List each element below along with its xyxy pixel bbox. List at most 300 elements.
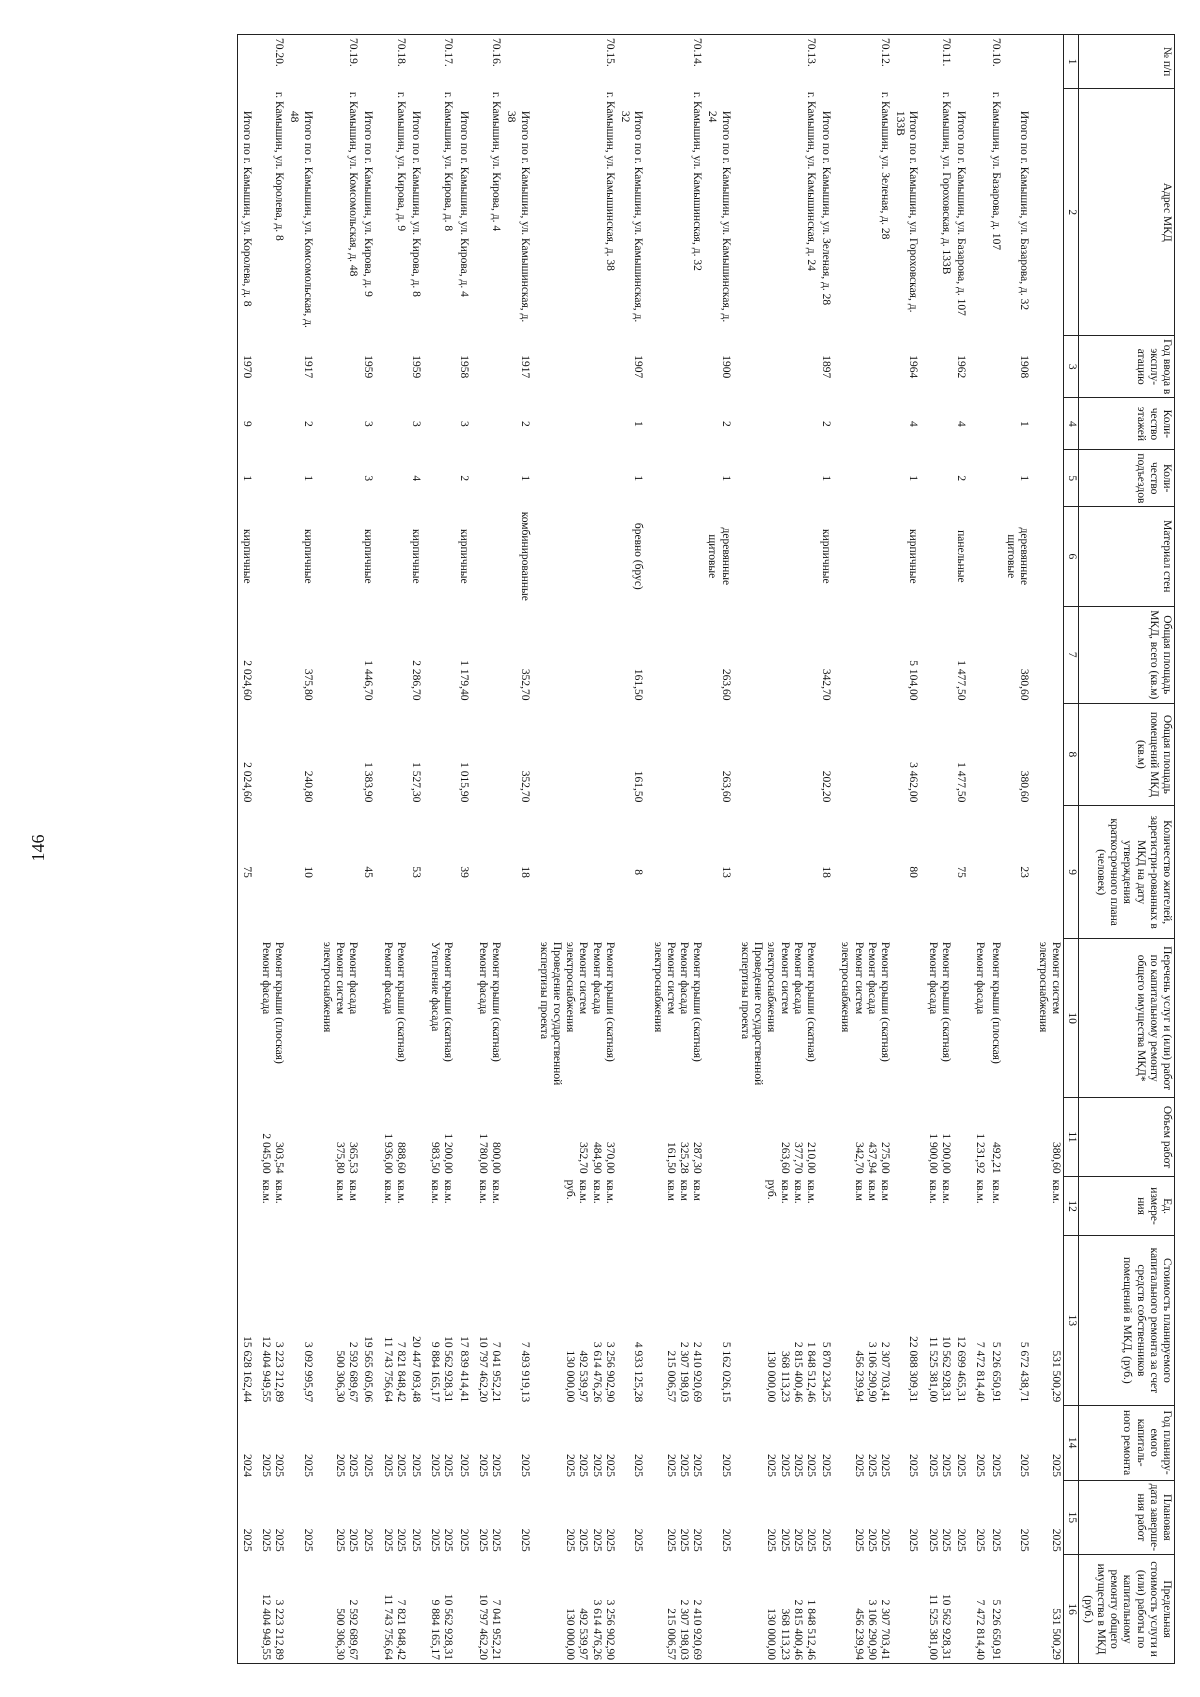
cell-col-10 bbox=[408, 939, 427, 1097]
cell-line: 12 404 949,55 bbox=[259, 1593, 272, 1660]
cell-col-13: 12 699 465,31 bbox=[955, 1336, 968, 1403]
total-row bbox=[617, 35, 649, 1664]
cell-line: 2 815 400,46 bbox=[791, 1599, 804, 1660]
cell-col-10 bbox=[987, 939, 1002, 1097]
cell-col-16 bbox=[475, 1555, 503, 1664]
cell-col-15 bbox=[258, 1480, 286, 1555]
cell-line: 380,60 bbox=[1050, 1142, 1063, 1174]
cell-line: 7 472 814,40 bbox=[974, 1341, 987, 1403]
cell-line: Ремонт фасада bbox=[926, 941, 939, 1015]
cell-col-16 bbox=[456, 1555, 475, 1664]
cell-line: 2025 bbox=[791, 1528, 804, 1552]
cell-col-14: 2025 bbox=[907, 1454, 920, 1477]
cell-col-11 bbox=[818, 1097, 837, 1176]
cell-col-9: 80 bbox=[907, 866, 920, 878]
cell-line: 2025 bbox=[476, 1528, 489, 1552]
cell-col-6 bbox=[319, 507, 361, 607]
cell-col-14: 2025 bbox=[719, 1454, 732, 1477]
column-number-2: 2 bbox=[1064, 89, 1079, 336]
cell-col-11 bbox=[892, 1097, 924, 1176]
cell-line: Ремонт фасада bbox=[590, 941, 603, 1015]
cell-col-7 bbox=[737, 606, 818, 703]
cell-col-16 bbox=[258, 1555, 286, 1664]
cell-col-4: 1 bbox=[1018, 421, 1031, 427]
cell-col-4 bbox=[258, 398, 286, 450]
cell-line: 2025 bbox=[664, 1528, 677, 1552]
cell-line: 3 614 476,26 bbox=[590, 1341, 603, 1403]
cell-col-12 bbox=[925, 1177, 953, 1236]
cell-col-2: Итого по г. Камышин, ул. Камышинская, д. 32 bbox=[619, 110, 645, 323]
cell-line: 3 256 902,90 bbox=[603, 1341, 616, 1403]
cell-col-10 bbox=[617, 939, 649, 1097]
total-row bbox=[892, 35, 924, 1664]
cell-line: Ремонт систем электроснабжения bbox=[839, 941, 865, 1033]
cell-col-7 bbox=[987, 606, 1002, 703]
cell-col-16 bbox=[379, 1555, 407, 1664]
cell-col-8: 263,60 bbox=[719, 770, 732, 803]
cell-col-5 bbox=[649, 450, 704, 507]
cell-col-9 bbox=[319, 805, 361, 939]
cell-col-15: 2025 bbox=[362, 1528, 375, 1552]
cell-col-8 bbox=[258, 703, 286, 805]
cell-line: Ремонт фасада bbox=[259, 941, 272, 1015]
table-row bbox=[379, 35, 407, 1664]
cell-col-11 bbox=[503, 1097, 535, 1176]
cell-col-2: Итого по г. Камышин, ул. Королева, д. 8 bbox=[238, 89, 258, 336]
cell-col-3: 1970 bbox=[238, 336, 258, 398]
cell-line: 10 797 462,20 bbox=[476, 1593, 489, 1660]
cell-col-3 bbox=[319, 336, 361, 398]
cell-col-2: Итого по г. Камышин, ул. Кирова, д. 4 bbox=[457, 110, 470, 297]
cell-col-14: 2025 bbox=[362, 1454, 375, 1477]
cell-line: Ремонт крыши (скатная) bbox=[804, 941, 817, 1062]
cell-col-12 bbox=[408, 1177, 427, 1236]
cell-col-7: 375,80 bbox=[301, 668, 314, 701]
cell-col-9 bbox=[925, 805, 953, 939]
cell-col-4: 3 bbox=[457, 421, 470, 427]
column-header-8: Общая площадь помещений МКД (кв.м) bbox=[1079, 703, 1175, 805]
cell-line: Утепление фасада bbox=[429, 941, 442, 1032]
cell-line: 2025 bbox=[347, 1528, 360, 1552]
cell-col-12 bbox=[258, 1177, 286, 1236]
cell-col-12 bbox=[536, 1177, 617, 1236]
cell-col-1 bbox=[617, 35, 649, 89]
cell-col-14 bbox=[1035, 1405, 1064, 1480]
cell-line: 1 848 512,46 bbox=[804, 1341, 817, 1403]
cell-col-7: 5 104,00 bbox=[907, 660, 920, 701]
cell-line: 3 223 212,89 bbox=[273, 1599, 286, 1660]
cell-col-3: 1964 bbox=[907, 355, 920, 379]
cell-col-1: 70.15. bbox=[536, 35, 617, 89]
cell-line: Ремонт фасада bbox=[791, 941, 804, 1015]
cell-col-15: 2025 bbox=[518, 1528, 531, 1552]
cell-line: 531 500,29 bbox=[1050, 1608, 1063, 1660]
cell-col-2: Итого по г. Камышин, ул. Гороховская, д. 133В bbox=[894, 110, 920, 313]
cell-line: 9 884 165,17 bbox=[429, 1341, 442, 1403]
cell-line: Проведение государственной экспертизы проекта bbox=[738, 941, 765, 1086]
cell-col-15 bbox=[475, 1480, 503, 1555]
cell-line: Ремонт крыши (плоская) bbox=[273, 941, 286, 1064]
cell-col-6 bbox=[379, 507, 407, 607]
cell-col-13 bbox=[1035, 1236, 1064, 1406]
cell-line: 7 041 952,21 bbox=[490, 1341, 503, 1403]
column-number-1: 1 bbox=[1064, 35, 1079, 89]
cell-col-9 bbox=[837, 805, 892, 939]
table-row bbox=[319, 35, 361, 1664]
cell-col-2: г. Камышин, ул. Комсомольская, д. 48 bbox=[347, 91, 360, 277]
cell-line: 1 936,00 bbox=[381, 1133, 394, 1174]
cell-col-2: г. Камышин, ул. Базарова, д. 107 bbox=[989, 91, 1002, 251]
cell-line: 2025 bbox=[989, 1454, 1002, 1477]
cell-col-1: 70.16. bbox=[475, 35, 503, 89]
cell-line: 2025 bbox=[678, 1454, 690, 1477]
cell-line: 12 404 949,55 bbox=[259, 1336, 272, 1403]
cell-line: 2025 bbox=[926, 1454, 939, 1477]
cell-col-11 bbox=[617, 1097, 649, 1176]
cell-line: 2025 bbox=[852, 1528, 865, 1552]
cell-line: 2025 bbox=[564, 1528, 577, 1552]
total-row bbox=[953, 35, 972, 1664]
cell-col-6 bbox=[427, 507, 455, 607]
cell-col-14: 2025 bbox=[632, 1454, 645, 1477]
cell-col-8: 202,20 bbox=[820, 770, 833, 803]
cell-col-4: 4 bbox=[955, 421, 968, 427]
cell-line: кв.м bbox=[347, 1179, 360, 1201]
cell-col-15 bbox=[379, 1480, 407, 1555]
cell-line: 3 106 290,90 bbox=[865, 1341, 878, 1403]
cell-line: 2 307 703,41 bbox=[879, 1341, 892, 1403]
cell-line: 2 815 400,46 bbox=[791, 1341, 804, 1403]
cell-col-6 bbox=[649, 507, 704, 607]
cell-line: кв.м bbox=[879, 1179, 892, 1201]
column-number-16: 16 bbox=[1064, 1555, 1079, 1664]
cell-col-16 bbox=[1035, 1555, 1064, 1664]
cell-col-6: кирпичные bbox=[301, 529, 314, 584]
cell-line: 3 106 290,90 bbox=[865, 1599, 878, 1660]
cell-col-8: 1 015,90 bbox=[457, 762, 470, 803]
cell-col-9 bbox=[649, 805, 704, 939]
cell-line: Ремонт систем электроснабжения bbox=[564, 941, 590, 1033]
cell-col-1 bbox=[408, 35, 427, 89]
cell-col-12 bbox=[360, 1177, 379, 1236]
cell-col-16 bbox=[1003, 1555, 1035, 1664]
total-row bbox=[704, 35, 736, 1664]
cell-line: 2025 bbox=[1050, 1454, 1063, 1477]
cell-col-13 bbox=[925, 1236, 953, 1406]
cell-line: 983,50 bbox=[429, 1142, 442, 1174]
column-number-11: 11 bbox=[1064, 1097, 1079, 1176]
cell-line: 161,50 bbox=[664, 1142, 677, 1174]
column-header-5: Коли-чество подъездов bbox=[1079, 450, 1175, 507]
cell-line: кв.м. bbox=[442, 1179, 455, 1204]
cell-col-13: 5 672 438,71 bbox=[1018, 1341, 1031, 1403]
cell-line: кв.м. bbox=[476, 1179, 489, 1204]
cell-line: 130 000,00 bbox=[765, 1350, 778, 1403]
cell-col-10 bbox=[1003, 939, 1035, 1097]
cell-col-3 bbox=[475, 336, 503, 398]
cell-col-10 bbox=[1035, 939, 1064, 1097]
cell-line: кв.м bbox=[852, 1179, 865, 1201]
cell-col-10 bbox=[503, 939, 535, 1097]
cell-col-9 bbox=[1035, 805, 1064, 939]
cell-col-1: 70.11. bbox=[925, 35, 953, 89]
column-number-row bbox=[1064, 35, 1079, 1664]
cell-col-14 bbox=[475, 1405, 503, 1480]
cell-col-13 bbox=[475, 1236, 503, 1406]
cell-col-12 bbox=[456, 1177, 475, 1236]
cell-col-12 bbox=[704, 1177, 736, 1236]
cell-col-12 bbox=[837, 1177, 892, 1236]
cell-col-7: 2 024,60 bbox=[238, 606, 258, 703]
cell-line: кв.м. bbox=[791, 1179, 804, 1204]
cell-col-7 bbox=[258, 606, 286, 703]
cell-line: 325,28 bbox=[678, 1142, 690, 1174]
cell-col-12 bbox=[987, 1177, 1002, 1236]
cell-line: 2025 bbox=[974, 1454, 987, 1477]
cell-col-12 bbox=[379, 1177, 407, 1236]
cell-col-2: г. Камышин, ул. Камышинская, д. 38 bbox=[603, 91, 616, 271]
column-number-5: 5 bbox=[1064, 450, 1079, 507]
cell-col-5: 2 bbox=[457, 475, 470, 482]
cell-col-9: 13 bbox=[719, 866, 732, 878]
cell-col-13 bbox=[536, 1236, 617, 1406]
cell-col-5 bbox=[972, 450, 987, 507]
cell-col-15 bbox=[319, 1480, 361, 1555]
cell-col-1 bbox=[1035, 35, 1064, 89]
cell-col-10 bbox=[953, 939, 972, 1097]
cell-col-4: 3 bbox=[410, 421, 423, 427]
cell-col-11 bbox=[536, 1097, 617, 1176]
cell-line: Ремонт систем электроснабжения bbox=[651, 941, 677, 1033]
cell-col-9: 18 bbox=[518, 866, 531, 878]
cell-col-10 bbox=[379, 939, 407, 1097]
cell-col-10 bbox=[238, 939, 258, 1097]
cell-col-15 bbox=[427, 1480, 455, 1555]
cell-col-9: 75 bbox=[955, 866, 968, 878]
table-row bbox=[258, 35, 286, 1664]
cell-col-16 bbox=[892, 1555, 924, 1664]
cell-col-4 bbox=[1035, 398, 1064, 450]
cell-col-7: 1 446,70 bbox=[362, 660, 375, 701]
cell-col-8 bbox=[737, 703, 818, 805]
cell-col-2: г. Камышин, ул. Королева, д. 8 bbox=[273, 91, 286, 241]
cell-col-5 bbox=[987, 450, 1002, 507]
cell-col-11 bbox=[475, 1097, 503, 1176]
column-header-2: Адрес МКД bbox=[1079, 89, 1175, 336]
cell-line: 368 113,23 bbox=[778, 1608, 791, 1660]
cell-col-15 bbox=[987, 1480, 1002, 1555]
cell-line: 456 239,94 bbox=[852, 1350, 865, 1403]
cell-col-11 bbox=[360, 1097, 379, 1176]
cell-col-9 bbox=[475, 805, 503, 939]
cell-col-6 bbox=[475, 507, 503, 607]
cell-line: Ремонт фасада bbox=[476, 941, 489, 1015]
cell-col-16 bbox=[704, 1555, 736, 1664]
cell-col-1 bbox=[360, 35, 379, 89]
cell-col-1 bbox=[1003, 35, 1035, 89]
cell-line: 10 562 928,31 bbox=[939, 1336, 952, 1403]
cell-col-3 bbox=[379, 336, 407, 398]
cell-col-9: 45 bbox=[362, 866, 375, 878]
cell-col-7: 1 179,40 bbox=[457, 660, 470, 701]
cell-line: кв.м bbox=[664, 1179, 677, 1201]
column-number-8: 8 bbox=[1064, 703, 1079, 805]
cell-col-3 bbox=[737, 336, 818, 398]
cell-col-7 bbox=[427, 606, 455, 703]
cell-col-7 bbox=[319, 606, 361, 703]
cell-col-5: 1 bbox=[719, 475, 732, 482]
cell-col-9: 53 bbox=[410, 866, 423, 878]
cell-line: кв.м. bbox=[394, 1179, 407, 1204]
cell-col-10 bbox=[892, 939, 924, 1097]
cell-col-4 bbox=[536, 398, 617, 450]
cell-col-11 bbox=[258, 1097, 286, 1176]
cell-col-2: г. Камышин, ул. Камышинская, д. 24 bbox=[804, 91, 817, 271]
cell-col-2: Итого по г. Камышин, ул. Базарова, д. 32 bbox=[1018, 110, 1031, 311]
cell-line: Ремонт крыши (скатная) bbox=[939, 941, 952, 1062]
column-header-15: Плановая дата заверше-ния работ bbox=[1079, 1480, 1175, 1555]
cell-col-2: Итого по г. Камышин, ул. Кирова, д. 9 bbox=[362, 110, 375, 297]
cell-line: 7 821 848,42 bbox=[394, 1599, 407, 1660]
cell-line: 10 797 462,20 bbox=[476, 1336, 489, 1403]
cell-col-9 bbox=[536, 805, 617, 939]
cell-line: 2025 bbox=[590, 1454, 603, 1477]
cell-col-1 bbox=[953, 35, 972, 89]
cell-col-12 bbox=[972, 1177, 987, 1236]
cell-line: кв.м. bbox=[804, 1179, 817, 1204]
cell-col-14: 2025 bbox=[410, 1454, 423, 1477]
cell-col-3: 1908 bbox=[1018, 355, 1031, 379]
cell-col-6 bbox=[737, 507, 818, 607]
cell-col-12 bbox=[892, 1177, 924, 1236]
cell-col-2: Итого по г. Камышин, ул. Камышинская, д. 24 bbox=[706, 110, 732, 323]
cell-col-15 bbox=[972, 1480, 987, 1555]
cell-line: 2025 bbox=[333, 1454, 346, 1477]
cell-line: 7 041 952,21 bbox=[490, 1599, 503, 1660]
cell-col-14 bbox=[972, 1405, 987, 1480]
cell-col-10 bbox=[475, 939, 503, 1097]
cell-line: 2025 bbox=[490, 1454, 503, 1477]
cell-col-15: 2025 bbox=[457, 1528, 470, 1552]
cell-col-5 bbox=[319, 450, 361, 507]
cell-col-10 bbox=[818, 939, 837, 1097]
cell-line: 492 539,97 bbox=[577, 1608, 590, 1660]
cell-col-8 bbox=[1035, 703, 1064, 805]
cell-col-9: 8 bbox=[632, 869, 645, 875]
cell-line: 800,00 bbox=[490, 1142, 503, 1174]
cell-line: 2025 bbox=[347, 1454, 360, 1477]
cell-col-2 bbox=[1035, 89, 1064, 336]
cell-line: руб. bbox=[564, 1179, 577, 1200]
cell-col-14: 2025 bbox=[820, 1454, 833, 1477]
cell-col-5 bbox=[475, 450, 503, 507]
cell-col-13 bbox=[649, 1236, 704, 1406]
cell-line: 303,54 bbox=[273, 1142, 286, 1174]
cell-line: кв.м. bbox=[989, 1179, 1002, 1204]
cell-col-8 bbox=[427, 703, 455, 805]
cell-col-3 bbox=[536, 336, 617, 398]
cell-line: кв.м. bbox=[1050, 1179, 1063, 1204]
cell-line: Ремонт фасада bbox=[347, 941, 360, 1015]
cell-col-5: 1 bbox=[632, 475, 645, 482]
cell-col-10 bbox=[456, 939, 475, 1097]
cell-col-13 bbox=[258, 1236, 286, 1406]
cell-col-8: 1 383,90 bbox=[362, 762, 375, 803]
table-row bbox=[536, 35, 617, 1664]
cell-col-14: 2025 bbox=[955, 1454, 968, 1477]
cell-col-8 bbox=[925, 703, 953, 805]
cell-col-14 bbox=[427, 1405, 455, 1480]
cell-col-10 bbox=[925, 939, 953, 1097]
cell-col-7: 342,70 bbox=[820, 668, 833, 701]
table-row bbox=[427, 35, 455, 1664]
cell-col-15: 2025 bbox=[955, 1528, 968, 1552]
cell-col-3 bbox=[649, 336, 704, 398]
cell-line: 888,60 bbox=[394, 1142, 407, 1174]
cell-line: 2025 bbox=[879, 1528, 892, 1552]
cell-col-2: г. Камышин, ул. Зеленая, д. 28 bbox=[879, 91, 892, 240]
cell-line bbox=[764, 1100, 777, 1173]
cell-col-14 bbox=[837, 1405, 892, 1480]
cell-col-4 bbox=[972, 398, 987, 450]
total-row bbox=[238, 35, 258, 1664]
cell-col-11 bbox=[1035, 1097, 1064, 1176]
cell-line: кв.м. bbox=[603, 1179, 616, 1204]
cell-line: 2025 bbox=[394, 1528, 407, 1552]
cell-col-12 bbox=[475, 1177, 503, 1236]
cell-col-5: 1 bbox=[301, 475, 314, 482]
cell-col-2: г. Камышин, ул. Кирова, д. 8 bbox=[442, 91, 455, 232]
cell-col-3: 1917 bbox=[301, 355, 314, 379]
cell-line: 437,94 bbox=[865, 1142, 878, 1174]
cell-line: 10 562 928,31 bbox=[442, 1593, 455, 1660]
cell-col-14 bbox=[649, 1405, 704, 1480]
cell-col-2: г. Камышин, ул. Гороховская, д. 133В bbox=[939, 91, 952, 275]
cell-line: 2025 bbox=[603, 1528, 616, 1552]
cell-col-1 bbox=[503, 35, 535, 89]
cell-line: 7 821 848,42 bbox=[394, 1341, 407, 1403]
cell-col-15 bbox=[837, 1480, 892, 1555]
cell-col-5 bbox=[536, 450, 617, 507]
cell-line: кв.м. bbox=[490, 1179, 503, 1204]
column-number-7: 7 bbox=[1064, 606, 1079, 703]
cell-col-15 bbox=[737, 1480, 818, 1555]
cell-col-15: 2025 bbox=[238, 1480, 258, 1555]
cell-col-8 bbox=[319, 703, 361, 805]
cell-line: 2025 bbox=[590, 1528, 603, 1552]
cell-line: Ремонт крыши (скатная) bbox=[394, 941, 407, 1062]
cell-col-14 bbox=[258, 1405, 286, 1480]
capital-repair-table bbox=[237, 34, 1175, 1664]
cell-col-6: кирпичные bbox=[820, 529, 833, 584]
cell-col-13 bbox=[837, 1236, 892, 1406]
cell-col-12 bbox=[1003, 1177, 1035, 1236]
cell-line: 2025 bbox=[765, 1454, 778, 1477]
cell-col-10 bbox=[536, 939, 617, 1097]
cell-line: 130 000,00 bbox=[765, 1608, 778, 1660]
cell-line: 10 562 928,31 bbox=[939, 1593, 952, 1660]
cell-col-2: Итого по г. Камышин, ул. Камышинская, д. 38 bbox=[505, 110, 531, 323]
cell-col-16 bbox=[649, 1555, 704, 1664]
cell-line: 1 200,00 bbox=[442, 1133, 455, 1174]
cell-line: кв.м bbox=[691, 1179, 704, 1201]
cell-col-7 bbox=[379, 606, 407, 703]
cell-col-8: 161,50 bbox=[632, 770, 645, 803]
cell-line: 2025 bbox=[476, 1454, 489, 1477]
cell-col-8 bbox=[837, 703, 892, 805]
cell-col-5: 1 bbox=[518, 475, 531, 482]
cell-line: 2 592 689,67 bbox=[347, 1599, 360, 1660]
